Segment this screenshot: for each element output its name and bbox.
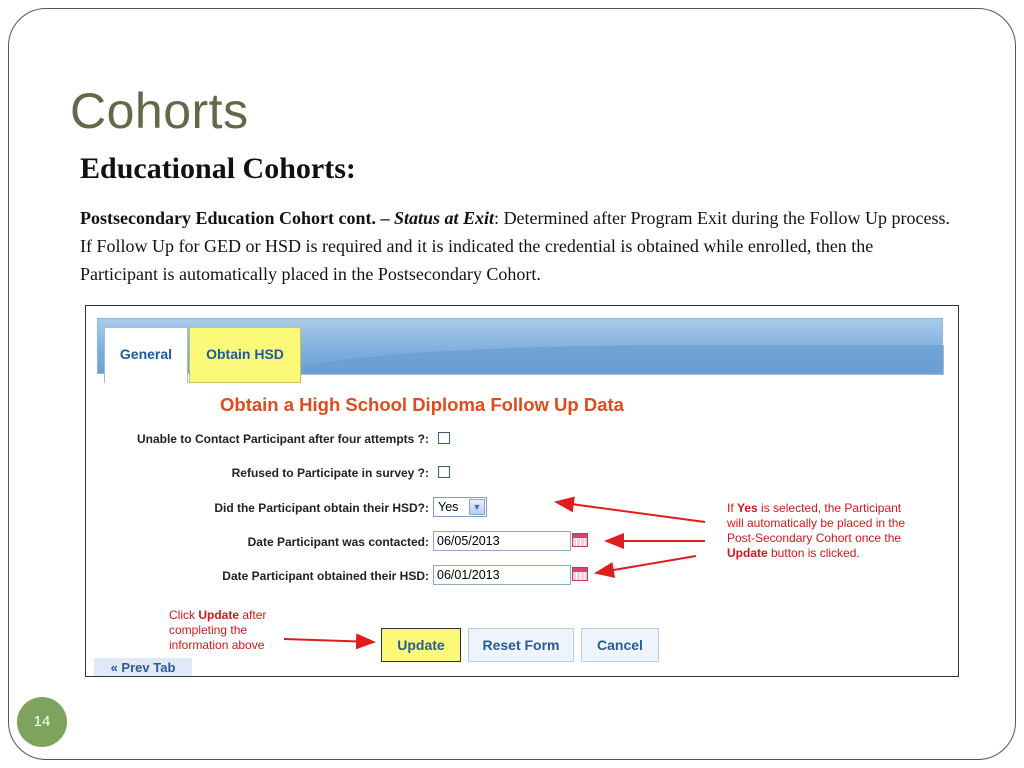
slide-title: Cohorts bbox=[70, 83, 249, 139]
note-text: after completing the information above bbox=[169, 608, 267, 652]
date-contacted-label: Date Participant was contacted: bbox=[247, 535, 429, 549]
note-bold: Yes bbox=[737, 501, 758, 515]
app-screenshot bbox=[85, 305, 959, 677]
body-text: Determined after Program Exit during the Follow Up process. If Follow Up for GED or HSD is required and it is indicated the credential is obtained while enrolled, then the Participant is automatically placed in the Postsecondary Cohort. bbox=[80, 208, 950, 284]
note-text: If bbox=[727, 501, 738, 515]
refused-label: Refused to Participate in survey ?: bbox=[231, 466, 429, 480]
note-bold: Update bbox=[198, 608, 240, 622]
update-button[interactable]: Update bbox=[381, 628, 461, 662]
tab-bar-wave bbox=[288, 345, 944, 375]
chevron-down-icon: ▼ bbox=[469, 499, 485, 515]
note-text: button is clicked. bbox=[767, 546, 860, 560]
tab-obtain-hsd[interactable]: Obtain HSD bbox=[189, 327, 301, 383]
prev-tab-link[interactable]: « Prev Tab bbox=[94, 658, 192, 677]
date-contacted-input[interactable]: 06/05/2013 bbox=[433, 531, 571, 551]
body-paragraph bbox=[80, 204, 950, 288]
unable-contact-label: Unable to Contact Participant after four attempts ?: bbox=[136, 432, 429, 446]
body-status-at-exit: Status at Exit bbox=[394, 208, 495, 228]
arrow-to-update bbox=[284, 639, 374, 642]
page-number: 14 bbox=[17, 697, 67, 747]
note-click-update bbox=[169, 608, 284, 653]
form-title: Obtain a High School Diploma Follow Up Data bbox=[220, 394, 624, 415]
calendar-icon[interactable] bbox=[572, 567, 588, 581]
tab-general[interactable]: General bbox=[104, 327, 188, 383]
calendar-icon[interactable] bbox=[572, 533, 588, 547]
body-lead: Postsecondary Education Cohort cont. – bbox=[80, 208, 394, 228]
note-text: Click bbox=[169, 608, 199, 622]
obtain-hsd-select[interactable] bbox=[433, 497, 487, 517]
slide-subtitle: Educational Cohorts: bbox=[80, 152, 356, 185]
date-obtained-label: Date Participant obtained their HSD: bbox=[222, 569, 429, 583]
note-yes-selected bbox=[727, 501, 917, 561]
note-text: is selected, the Participant will automatically be placed in the Post-Secondary Cohort once the bbox=[727, 501, 906, 545]
arrow-to-select bbox=[556, 502, 705, 522]
arrow-to-date-obtained bbox=[596, 556, 696, 573]
unable-contact-checkbox[interactable] bbox=[438, 432, 450, 444]
cancel-button[interactable]: Cancel bbox=[581, 628, 659, 662]
reset-form-button[interactable]: Reset Form bbox=[468, 628, 574, 662]
obtain-hsd-label: Did the Participant obtain their HSD?: bbox=[214, 501, 429, 515]
note-bold: Update bbox=[727, 546, 768, 560]
refused-checkbox[interactable] bbox=[438, 466, 450, 478]
body-colon: : bbox=[494, 208, 500, 228]
tab-bar bbox=[97, 318, 943, 374]
date-obtained-input[interactable]: 06/01/2013 bbox=[433, 565, 571, 585]
obtain-hsd-value: Yes bbox=[438, 500, 459, 514]
